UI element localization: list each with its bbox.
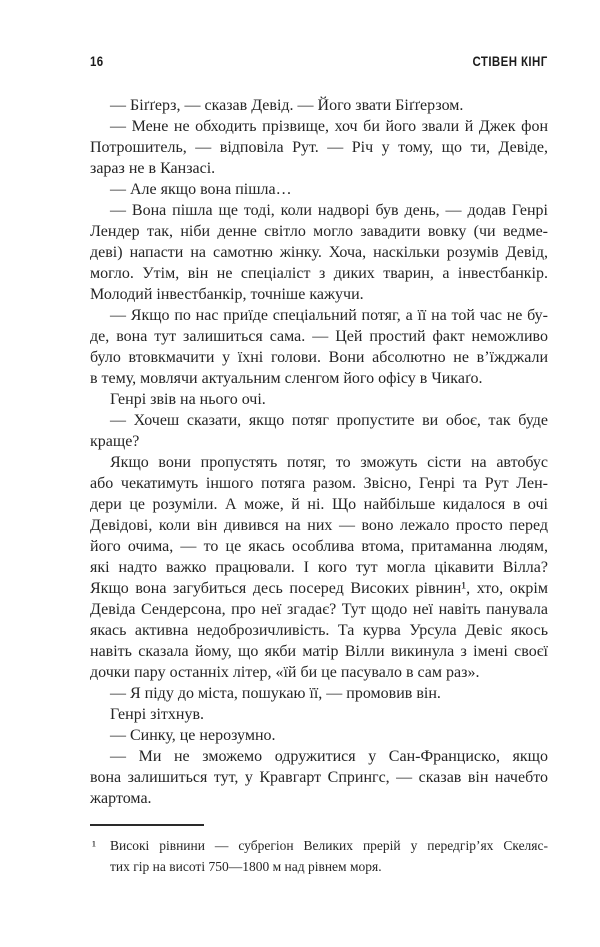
footnote-marker: ¹	[92, 838, 97, 853]
running-head: СТІВЕН КІНГ	[472, 53, 548, 69]
page-number: 16	[90, 53, 104, 69]
text-line: Молодий інвестбанкір, точніше кажучи.	[90, 286, 364, 303]
text-line: — Біґґерз, — сказав Девід. — Його звати Біґґерзом.	[110, 97, 464, 114]
text-line: Потрошитель, — відповіла Рут. — Річ у тому, що ти, Девіде,	[90, 139, 548, 156]
text-line: деві) напасти на самотню жінку. Хоча, наскільки розумів Девід,	[90, 244, 548, 261]
text-line: — Хочеш сказати, якщо потяг пропустите ви обоє, так буде	[110, 412, 548, 429]
text-line: — Я піду до міста, пошукаю її, — промовив він.	[110, 685, 441, 702]
text-line: де, вона тут залишиться сама. — Цей простий факт неможливо	[90, 328, 548, 345]
text-line: — Мене не обходить прізвище, хоч би його звали й Джек фон	[110, 118, 548, 135]
text-line: вона залишиться тут, у Кравгарт Спрингс, — сказав він начебто	[90, 769, 548, 786]
page-header	[90, 53, 548, 69]
text-line: Високі рівнини — субрегіон Великих прерій у передгір’ях Скеляс-	[110, 838, 548, 853]
text-line: або чекатимуть іншого потяга разом. Звісно, Генрі та Рут Лен-	[90, 475, 548, 492]
text-line: його очима, — то це якась особлива втома, притаманна людям,	[90, 538, 548, 555]
text-line: Девіда Сендерсона, про неї згадає? Тут щодо неї навіть панувала	[90, 601, 548, 618]
text-line: якась активна недоброзичливість. Та курва Урсула Девіс якось	[90, 622, 548, 639]
text-line: дери це розуміли. А може, й ні. Що найбільше кидалося в очі	[90, 496, 548, 513]
text-line: Девідові, коли він дивився на них — воно лежало просто перед	[90, 517, 548, 534]
text-line: тих гір на висоті 750—1800 м над рівнем моря.	[110, 859, 382, 874]
text-line: зараз не в Канзасі.	[90, 160, 216, 177]
text-line: могло. Утім, він не спеціаліст з диких тварин, а інвестбанкір.	[90, 265, 548, 282]
text-line: Лендер так, ніби денне світло могло завадити вовку (чи ведме-	[90, 223, 548, 240]
text-line: Генрі звів на нього очі.	[110, 391, 266, 408]
text-line: було втовкмачити у їхні голови. Вони абсолютно не в’їжджали	[90, 349, 548, 366]
body-text	[90, 95, 548, 809]
footnote	[90, 824, 548, 877]
text-line: — Але якщо вона пішла…	[110, 181, 292, 198]
text-line: Генрі зітхнув.	[110, 706, 205, 723]
text-line: які надто важко працювали. І кого тут могла цікавити Вілла?	[90, 559, 548, 576]
footnote-text	[110, 835, 548, 877]
footnote-body	[90, 835, 548, 877]
text-line: в тему, мовлячи актуальним сленгом його офісу в Чикаґо.	[90, 370, 483, 387]
text-line: жартома.	[90, 790, 152, 807]
text-line: дочки пару останніх літер, «їй би це пасувало в сам раз».	[90, 664, 480, 681]
text-line: краще?	[90, 433, 140, 450]
text-line: Якщо вони пропустять потяг, то зможуть сісти на автобус	[110, 454, 548, 471]
text-line: — Синку, це нерозумно.	[110, 727, 276, 744]
text-line: Якщо вона загубиться десь посеред Високих рівнин¹, хто, окрім	[90, 580, 548, 597]
text-line: — Вона пішла ще тоді, коли надворі був день, — додав Генрі	[110, 202, 548, 219]
text-line: — Ми не зможемо одружитися у Сан-Франциско, якщо	[110, 748, 548, 765]
text-line: навіть сказала йому, що якби матір Вілли викинула з імені своєї	[90, 643, 548, 660]
footnote-divider	[90, 824, 204, 826]
text-line: — Якщо по нас приїде спеціальний потяг, а її на той час не бу-	[110, 307, 548, 324]
